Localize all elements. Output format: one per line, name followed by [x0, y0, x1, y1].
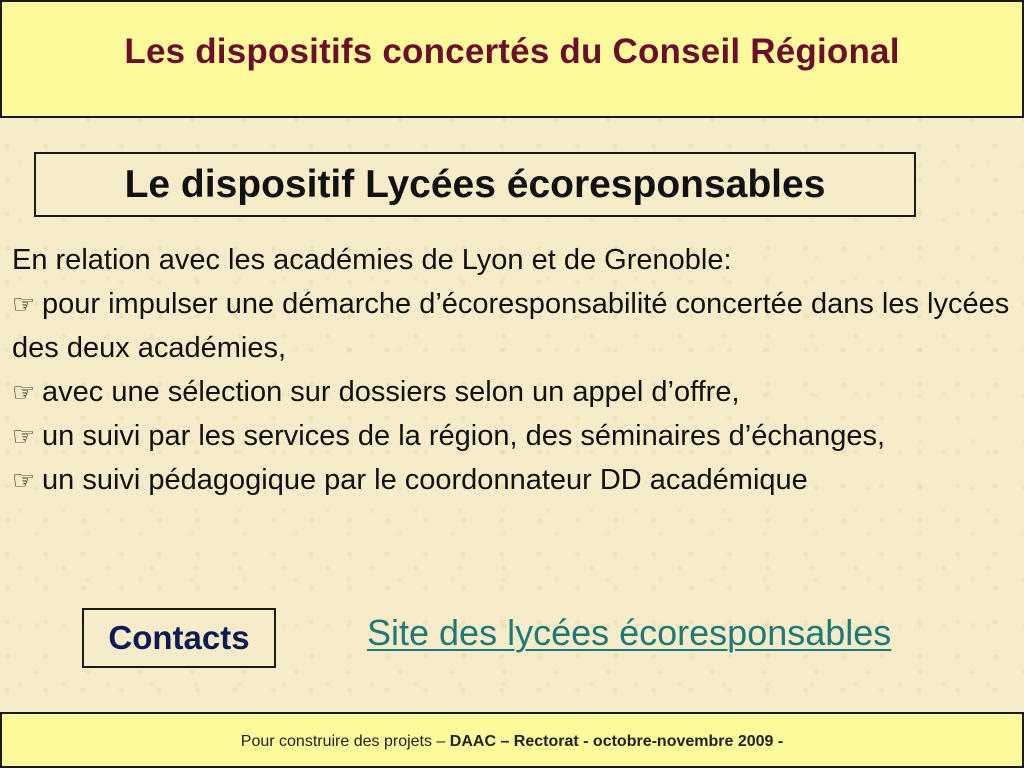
slide-title: Les dispositifs concertés du Conseil Régional — [124, 32, 900, 71]
contacts-button[interactable] — [82, 608, 276, 668]
pointing-hand-icon: ☞ — [12, 377, 36, 407]
pointing-hand-icon: ☞ — [12, 465, 36, 495]
bullet-item — [12, 370, 1012, 414]
subtitle-box — [34, 152, 916, 217]
title-banner — [0, 0, 1024, 118]
pointing-hand-icon: ☞ — [12, 421, 36, 451]
bullet-text: un suivi par les services de la région, des séminaires d’échanges, — [42, 420, 886, 452]
footer-bold: DAAC – Rectorat - octobre-novembre 2009 - — [449, 733, 784, 750]
footer-text — [241, 733, 783, 751]
slide-subtitle: Le dispositif Lycées écoresponsables — [124, 162, 826, 206]
footer-banner — [0, 712, 1024, 768]
footer-prefix: Pour construire des projets – — [240, 733, 450, 750]
bullet-text: pour impulser une démarche d’écoresponsabilité concertée dans les lycées des deux académies, — [12, 288, 1010, 364]
contacts-label: Contacts — [108, 619, 250, 656]
site-lycees-link[interactable]: Site des lycées écoresponsables — [367, 612, 892, 653]
bullet-item — [12, 414, 1012, 458]
intro-text: En relation avec les académies de Lyon et de Grenoble: — [12, 244, 732, 276]
bullet-text: un suivi pédagogique par le coordonnateur DD académique — [42, 464, 808, 496]
pointing-hand-icon: ☞ — [12, 289, 36, 319]
content-body — [12, 238, 1012, 502]
bullet-item — [12, 282, 1012, 370]
bullet-text: avec une sélection sur dossiers selon un appel d’offre, — [42, 376, 740, 408]
bullet-item — [12, 458, 1012, 502]
